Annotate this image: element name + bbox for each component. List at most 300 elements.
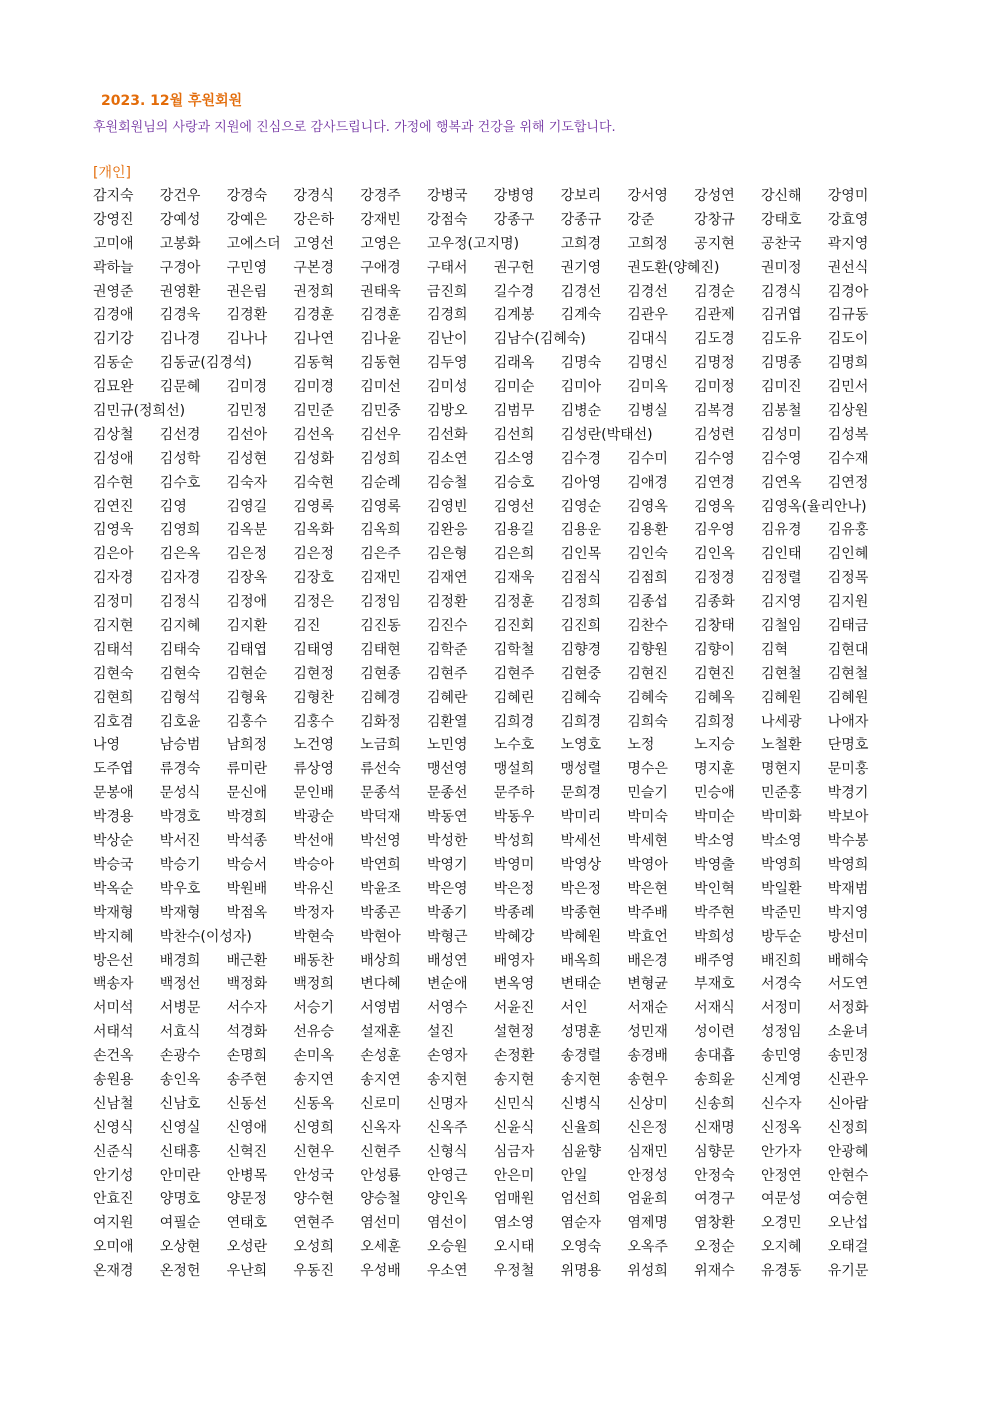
member-name: 김영욱 bbox=[93, 522, 134, 539]
member-name: 김상원 bbox=[827, 403, 869, 420]
member-name: 김영길 bbox=[226, 498, 268, 515]
member-name: 송경렬 bbox=[560, 1048, 602, 1065]
member-name: 김경환 bbox=[226, 307, 268, 324]
member-name: 신옥자 bbox=[360, 1119, 401, 1136]
page-subtitle: 후원회원님의 사랑과 지원에 진심으로 감사드립니다. 가정에 행복과 건강을 위해 기도합니다. bbox=[93, 120, 616, 135]
member-name bbox=[227, 926, 294, 950]
member-name: 김수경 bbox=[560, 450, 602, 467]
member-name: 신영실 bbox=[159, 1119, 201, 1136]
member-name: 박은현 bbox=[627, 880, 668, 897]
member-name: 김지영 bbox=[760, 594, 802, 611]
member-name: 박옥순 bbox=[93, 880, 134, 897]
member-name: 안가자 bbox=[760, 1143, 802, 1160]
member-name: 안현수 bbox=[827, 1167, 869, 1184]
member-name: 오시태 bbox=[493, 1239, 535, 1256]
member-name: 김명신 bbox=[627, 355, 668, 372]
member-name: 오경민 bbox=[760, 1215, 802, 1232]
member-name: 안일 bbox=[560, 1167, 588, 1184]
member-name: 김창태 bbox=[694, 618, 735, 635]
member-name: 김미성 bbox=[426, 379, 468, 396]
member-name: 백정화 bbox=[226, 976, 268, 993]
member-name: 서승기 bbox=[293, 1000, 334, 1017]
member-name: 곽지영 bbox=[827, 235, 869, 252]
member-name: 김선화 bbox=[426, 426, 468, 443]
member-name: 김현순 bbox=[226, 665, 268, 682]
member-name: 서도연 bbox=[827, 976, 869, 993]
member-name: 김봉철 bbox=[760, 403, 802, 420]
member-name: 배상희 bbox=[360, 952, 401, 969]
member-name: 김진수 bbox=[426, 618, 468, 635]
member-name: 박종현 bbox=[560, 904, 602, 921]
member-name: 김형찬 bbox=[293, 689, 334, 706]
member-name: 김민중 bbox=[360, 403, 401, 420]
member-name: 김현종 bbox=[360, 665, 401, 682]
member-name: 백정선 bbox=[159, 976, 201, 993]
member-name: 오미애 bbox=[93, 1239, 134, 1256]
member-name: 박형근 bbox=[426, 928, 468, 945]
member-name: 김방오 bbox=[426, 403, 468, 420]
member-name: 변순애 bbox=[426, 976, 468, 993]
member-name: 손미옥 bbox=[293, 1048, 334, 1065]
member-name: 김향경 bbox=[560, 641, 602, 658]
member-name: 김수호 bbox=[159, 474, 201, 491]
member-name: 연현주 bbox=[293, 1215, 334, 1232]
member-name: 박연희 bbox=[360, 856, 401, 873]
member-name: 엄선희 bbox=[560, 1191, 602, 1208]
member-name: 우난희 bbox=[226, 1263, 268, 1280]
member-name: 박미순 bbox=[694, 809, 735, 826]
member-name: 김태숙 bbox=[159, 641, 201, 658]
member-name: 박서진 bbox=[159, 833, 201, 850]
member-name: 김홍수 bbox=[293, 713, 334, 730]
member-name: 신아람 bbox=[827, 1095, 869, 1112]
member-name: 김민준 bbox=[293, 403, 334, 420]
member-name: 김유경 bbox=[760, 522, 802, 539]
member-name: 김정경 bbox=[694, 570, 735, 587]
member-name: 박석종 bbox=[226, 833, 268, 850]
member-name: 신혁진 bbox=[226, 1143, 268, 1160]
member-name: 여지원 bbox=[93, 1215, 134, 1232]
member-name: 김현철 bbox=[827, 665, 869, 682]
member-name: 박경호 bbox=[159, 809, 201, 826]
member-name: 신영희 bbox=[293, 1119, 334, 1136]
member-name: 김영선 bbox=[493, 498, 535, 515]
member-name: 신민식 bbox=[493, 1095, 535, 1112]
member-name: 구민영 bbox=[226, 259, 268, 276]
member-name: 김학준 bbox=[426, 641, 468, 658]
member-name: 신준식 bbox=[93, 1143, 134, 1160]
member-name: 강점숙 bbox=[426, 211, 468, 228]
member-name: 박영희 bbox=[827, 856, 869, 873]
member-name: 박점옥 bbox=[226, 904, 268, 921]
member-name: 송민정 bbox=[827, 1048, 869, 1065]
member-name: 설진 bbox=[426, 1024, 455, 1041]
member-name: 권선식 bbox=[827, 259, 869, 276]
member-name: 신영식 bbox=[93, 1119, 134, 1136]
member-name: 위성희 bbox=[627, 1263, 668, 1280]
member-name: 김아영 bbox=[560, 474, 602, 491]
member-name: 신옥주 bbox=[426, 1119, 468, 1136]
member-name: 엄매원 bbox=[493, 1191, 535, 1208]
member-name: 김묘완 bbox=[93, 379, 134, 396]
member-name: 김상철 bbox=[93, 426, 134, 443]
member-name: 손성훈 bbox=[360, 1048, 401, 1065]
member-name: 우소연 bbox=[426, 1263, 468, 1280]
member-name: 심윤향 bbox=[560, 1143, 602, 1160]
member-name: 김성란(박태선) bbox=[560, 426, 653, 443]
member-name: 김형석 bbox=[159, 689, 201, 706]
member-name: 강성연 bbox=[694, 188, 735, 204]
member-name: 송희윤 bbox=[694, 1071, 735, 1088]
member-name: 김경애 bbox=[93, 307, 134, 324]
member-name: 박승아 bbox=[293, 856, 334, 873]
member-name: 송인옥 bbox=[159, 1071, 201, 1088]
member-name: 김진회 bbox=[493, 618, 535, 635]
member-name: 김도경 bbox=[694, 331, 735, 348]
member-name: 노수호 bbox=[493, 737, 535, 754]
member-name: 박상순 bbox=[93, 833, 134, 850]
member-name: 김미아 bbox=[560, 379, 602, 396]
member-name: 김지현 bbox=[93, 618, 134, 635]
member-name: 강은하 bbox=[293, 211, 334, 228]
member-name: 박수봉 bbox=[827, 833, 869, 850]
member-name: 김영빈 bbox=[426, 498, 468, 515]
member-name: 박미숙 bbox=[627, 809, 668, 826]
member-name: 박일환 bbox=[760, 880, 802, 897]
member-name: 강서영 bbox=[627, 188, 668, 204]
member-name: 박윤조 bbox=[360, 880, 401, 897]
member-name: 박종례 bbox=[493, 904, 535, 921]
member-name: 배영자 bbox=[493, 952, 535, 969]
member-name: 나영 bbox=[93, 737, 121, 754]
member-name: 권영준 bbox=[93, 283, 134, 300]
member-name: 김지원 bbox=[827, 594, 869, 611]
member-name: 김은정 bbox=[293, 546, 334, 563]
member-name: 김영록 bbox=[360, 498, 401, 515]
member-name: 안효진 bbox=[93, 1191, 134, 1208]
member-name: 노민영 bbox=[426, 737, 468, 754]
member-name: 김찬수 bbox=[627, 618, 668, 635]
member-name: 김미순 bbox=[493, 379, 535, 396]
member-name: 권기영 bbox=[560, 259, 602, 276]
member-name: 김규동 bbox=[827, 307, 869, 324]
member-name: 김문혜 bbox=[159, 379, 201, 396]
member-name: 김선우 bbox=[360, 426, 401, 443]
member-name: 변옥영 bbox=[493, 976, 535, 993]
member-name: 송지현 bbox=[493, 1071, 535, 1088]
member-name: 서재식 bbox=[694, 1000, 735, 1017]
member-name: 송지현 bbox=[426, 1071, 468, 1088]
member-name: 김홍수 bbox=[226, 713, 268, 730]
member-name: 손정환 bbox=[493, 1048, 535, 1065]
member-name: 김나경 bbox=[159, 331, 201, 348]
member-name: 신형식 bbox=[426, 1143, 468, 1160]
member-name: 신병식 bbox=[560, 1095, 602, 1112]
member-name: 김기강 bbox=[93, 331, 134, 348]
member-name: 박소영 bbox=[694, 833, 735, 850]
member-name: 김경선 bbox=[627, 283, 668, 300]
member-name: 김정식 bbox=[159, 594, 201, 611]
member-name: 김도유 bbox=[760, 331, 802, 348]
member-name: 염선이 bbox=[426, 1215, 468, 1232]
member-name: 김인목 bbox=[560, 546, 602, 563]
member-name: 배진희 bbox=[760, 952, 802, 969]
member-name: 박효언 bbox=[627, 928, 668, 945]
member-name: 김연진 bbox=[93, 498, 134, 515]
member-name: 박보아 bbox=[827, 809, 869, 826]
member-name: 김은정 bbox=[226, 546, 268, 563]
member-name: 송대흡 bbox=[694, 1048, 735, 1065]
member-name: 방은선 bbox=[93, 952, 134, 969]
member-name: 김현철 bbox=[760, 665, 802, 682]
member-name: 김향원 bbox=[627, 641, 668, 658]
member-name: 송원용 bbox=[93, 1071, 134, 1088]
member-name: 강영미 bbox=[827, 188, 869, 204]
member-name: 김희경 bbox=[493, 713, 535, 730]
member-name: 안은미 bbox=[493, 1167, 535, 1184]
page-title: 2023. 12월 후원회원 bbox=[101, 93, 243, 109]
member-name: 박인혁 bbox=[694, 880, 735, 897]
member-name: 문주하 bbox=[493, 785, 535, 802]
member-name: 구경아 bbox=[159, 259, 201, 276]
member-name: 김복경 bbox=[694, 403, 735, 420]
member-name: 박소영 bbox=[760, 833, 802, 850]
member-name: 김영옥 bbox=[694, 498, 735, 515]
member-name: 박영아 bbox=[627, 856, 668, 873]
member-name: 위명용 bbox=[560, 1263, 602, 1280]
member-name: 김은아 bbox=[93, 546, 134, 563]
member-name: 김인태 bbox=[760, 546, 802, 563]
member-name: 박유신 bbox=[293, 880, 334, 897]
member-name: 김현숙 bbox=[93, 665, 134, 682]
member-name: 박우호 bbox=[159, 880, 201, 897]
member-name: 설현정 bbox=[493, 1024, 535, 1041]
member-name: 박혜강 bbox=[493, 928, 535, 945]
member-name: 서정화 bbox=[827, 1000, 869, 1017]
member-name: 권영환 bbox=[159, 283, 201, 300]
member-name: 김점희 bbox=[627, 570, 668, 587]
member-name: 김순례 bbox=[360, 474, 401, 491]
member-name: 맹설희 bbox=[493, 761, 535, 778]
member-name: 구태서 bbox=[426, 259, 468, 276]
member-name: 김현정 bbox=[293, 665, 334, 682]
member-name: 오승원 bbox=[426, 1239, 468, 1256]
member-name: 안성국 bbox=[293, 1167, 334, 1184]
member-name: 권정희 bbox=[293, 283, 334, 300]
member-name: 문종선 bbox=[426, 785, 468, 802]
member-name: 김용환 bbox=[627, 522, 668, 539]
member-name: 김혜란 bbox=[426, 689, 468, 706]
member-name: 박경용 bbox=[93, 809, 134, 826]
member-name: 김동균(김경석) bbox=[159, 355, 252, 372]
member-name: 박재형 bbox=[93, 904, 134, 921]
member-name: 박준민 bbox=[760, 904, 802, 921]
member-name: 노영호 bbox=[560, 737, 602, 754]
member-name: 박희성 bbox=[694, 928, 735, 945]
member-name: 박은정 bbox=[560, 880, 602, 897]
member-name: 손광수 bbox=[159, 1048, 201, 1065]
member-name: 김인옥 bbox=[694, 546, 735, 563]
member-name: 김난이 bbox=[426, 331, 468, 348]
member-name: 부재호 bbox=[694, 976, 735, 993]
member-name: 김은희 bbox=[493, 546, 535, 563]
member-name: 강준 bbox=[627, 211, 655, 228]
member-name: 김완응 bbox=[426, 522, 468, 539]
member-name: 김정희 bbox=[560, 594, 602, 611]
member-name: 우정철 bbox=[493, 1263, 535, 1280]
member-name: 나세광 bbox=[760, 713, 802, 730]
member-name: 강병국 bbox=[426, 188, 468, 204]
member-name: 오상현 bbox=[159, 1239, 201, 1256]
member-name: 온정헌 bbox=[159, 1263, 201, 1280]
member-name: 김경훈 bbox=[360, 307, 401, 324]
member-name: 김진 bbox=[293, 618, 321, 635]
member-name: 김명숙 bbox=[560, 355, 602, 372]
member-name: 김태현 bbox=[360, 641, 401, 658]
member-name: 김자경 bbox=[159, 570, 201, 587]
member-name: 박영희 bbox=[760, 856, 802, 873]
member-name: 권구헌 bbox=[493, 259, 535, 276]
member-name: 서태석 bbox=[93, 1024, 134, 1041]
member-name: 김정은 bbox=[293, 594, 334, 611]
member-name: 서정미 bbox=[760, 1000, 802, 1017]
member-name: 박찬수(이성자) bbox=[159, 928, 252, 945]
member-name: 김민정 bbox=[226, 403, 268, 420]
member-name: 염순자 bbox=[560, 1215, 602, 1232]
member-name: 김현주 bbox=[493, 665, 535, 682]
member-name: 신수자 bbox=[760, 1095, 802, 1112]
member-name: 김성현 bbox=[226, 450, 268, 467]
member-name: 김혁 bbox=[760, 641, 789, 658]
member-name: 김영 bbox=[159, 498, 187, 515]
member-name: 오정순 bbox=[694, 1239, 735, 1256]
member-name: 김태엽 bbox=[226, 641, 268, 658]
member-name: 남희정 bbox=[226, 737, 268, 754]
member-name: 강예은 bbox=[226, 211, 268, 228]
member-name: 박승국 bbox=[93, 856, 134, 873]
member-name: 김희경 bbox=[560, 713, 602, 730]
member-name: 김정훈 bbox=[493, 594, 535, 611]
member-name: 김재연 bbox=[426, 570, 468, 587]
member-name: 신현주 bbox=[360, 1143, 401, 1160]
member-name: 유경동 bbox=[760, 1263, 802, 1280]
member-name: 구본경 bbox=[293, 259, 334, 276]
member-name: 송주현 bbox=[226, 1071, 268, 1088]
member-name: 권은림 bbox=[226, 283, 268, 300]
member-name: 공찬국 bbox=[760, 235, 802, 252]
member-name: 김성복 bbox=[827, 426, 869, 443]
member-name: 심재민 bbox=[627, 1143, 668, 1160]
member-name: 권도환(양혜진) bbox=[627, 259, 720, 276]
member-name: 김영록 bbox=[293, 498, 334, 515]
member-name: 김혜옥 bbox=[694, 689, 735, 706]
member-name: 박영상 bbox=[560, 856, 602, 873]
member-name: 맹성렬 bbox=[560, 761, 602, 778]
member-name: 박승서 bbox=[226, 856, 268, 873]
member-name: 김명희 bbox=[827, 355, 869, 372]
member-name: 김인혜 bbox=[827, 546, 869, 563]
member-name: 송경배 bbox=[627, 1048, 668, 1065]
member-name: 김동혁 bbox=[293, 355, 334, 372]
member-name: 배주영 bbox=[694, 952, 735, 969]
member-name: 김재욱 bbox=[493, 570, 535, 587]
member-name: 송현우 bbox=[627, 1071, 668, 1088]
member-name: 박주배 bbox=[627, 904, 668, 921]
member-name: 서윤진 bbox=[493, 1000, 535, 1017]
member-name: 김성희 bbox=[360, 450, 401, 467]
member-name: 김태영 bbox=[293, 641, 334, 658]
member-name: 김정렬 bbox=[760, 570, 802, 587]
member-name: 김향이 bbox=[694, 641, 735, 658]
member-name: 김재민 bbox=[360, 570, 401, 587]
member-name: 박은영 bbox=[426, 880, 468, 897]
member-name: 김민규(정희선) bbox=[93, 403, 186, 420]
member-name: 송지연 bbox=[293, 1071, 334, 1088]
member-name: 박덕재 bbox=[360, 809, 401, 826]
member-name: 김미경 bbox=[293, 379, 334, 396]
member-name: 김형육 bbox=[226, 689, 268, 706]
member-name: 김연경 bbox=[694, 474, 735, 491]
member-name: 안병목 bbox=[226, 1167, 268, 1184]
member-name: 오지혜 bbox=[760, 1239, 802, 1256]
member-name: 김두영 bbox=[426, 355, 468, 372]
member-name: 권태욱 bbox=[360, 283, 401, 300]
member-name: 서수자 bbox=[226, 1000, 268, 1017]
member-name: 심향문 bbox=[694, 1143, 735, 1160]
member-name: 김현주 bbox=[426, 665, 468, 682]
member-name: 김애경 bbox=[627, 474, 668, 491]
member-name: 고희경 bbox=[560, 235, 602, 252]
member-name: 김수영 bbox=[694, 450, 735, 467]
member-name: 김영희 bbox=[159, 522, 201, 539]
member-name: 신영애 bbox=[226, 1119, 268, 1136]
member-name: 배경희 bbox=[159, 952, 201, 969]
member-name: 고봉화 bbox=[159, 235, 201, 252]
member-name: 김태금 bbox=[827, 618, 869, 635]
member-name: 신동옥 bbox=[293, 1095, 334, 1112]
member-name: 김래옥 bbox=[493, 355, 535, 372]
member-name: 김지환 bbox=[226, 618, 268, 635]
member-name: 맹선영 bbox=[426, 761, 468, 778]
member-name: 김성애 bbox=[93, 450, 134, 467]
member-name: 길수경 bbox=[493, 283, 535, 300]
member-name: 안성룡 bbox=[360, 1167, 401, 1184]
member-name: 김현희 bbox=[93, 689, 134, 706]
member-name: 신상미 bbox=[627, 1095, 668, 1112]
member-name: 금진희 bbox=[426, 283, 468, 300]
member-name: 김수미 bbox=[627, 450, 668, 467]
member-name: 김호윤 bbox=[159, 713, 201, 730]
member-name: 안정성 bbox=[627, 1167, 668, 1184]
member-name: 서재순 bbox=[627, 1000, 668, 1017]
member-name: 박미리 bbox=[560, 809, 602, 826]
member-name: 서효식 bbox=[159, 1024, 201, 1041]
member-name: 배옥희 bbox=[560, 952, 602, 969]
member-name: 노정 bbox=[627, 737, 655, 754]
member-name: 신남철 bbox=[93, 1095, 134, 1112]
member-name: 박영출 bbox=[694, 856, 735, 873]
member-name bbox=[227, 352, 294, 376]
member-name: 김혜경 bbox=[360, 689, 401, 706]
member-name: 김진희 bbox=[560, 618, 602, 635]
member-name: 김현대 bbox=[827, 641, 869, 658]
member-name: 김현숙 bbox=[159, 665, 201, 682]
member-name: 김선옥 bbox=[293, 426, 334, 443]
member-name: 안기성 bbox=[93, 1167, 134, 1184]
member-name: 박선애 bbox=[293, 833, 334, 850]
member-name: 고에스더 bbox=[226, 235, 281, 252]
member-name: 곽하늘 bbox=[93, 259, 134, 276]
